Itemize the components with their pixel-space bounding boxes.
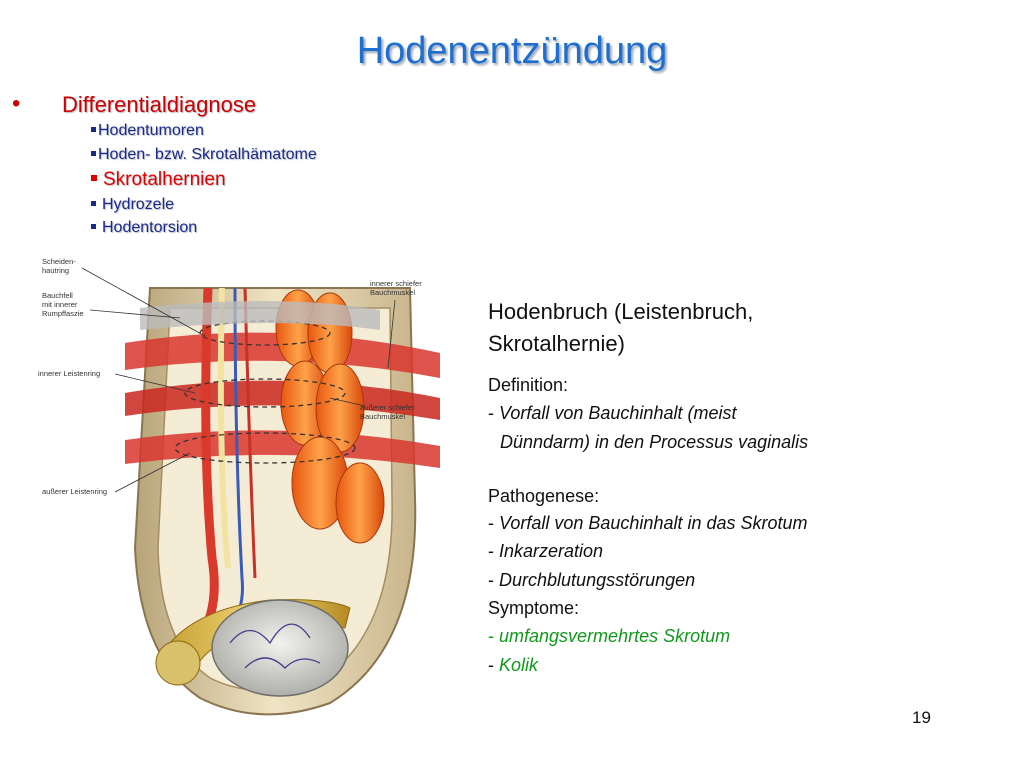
bullet-dot: • <box>12 90 21 117</box>
bullet-heading: Differentialdiagnose <box>62 92 257 117</box>
sub-item-hydrozele: Hydrozele <box>91 196 174 214</box>
epididymis-head <box>156 641 200 685</box>
hernia-heading-line1: Hodenbruch (Leistenbruch, <box>488 299 754 324</box>
symptom-item: - Kolik <box>488 655 539 675</box>
sub-item-haematome: Hoden- bzw. Skrotalhämatome <box>91 146 317 164</box>
testis <box>212 600 348 696</box>
definition-line2: Dünndarm) in den Processus vaginalis <box>500 432 809 452</box>
square-bullet-icon <box>91 224 96 229</box>
label-bauchfell: Bauchfell <box>42 291 73 300</box>
hernia-heading-line2: Skrotalhernie) <box>488 331 625 356</box>
slide-title: Hodenentzündung <box>356 30 668 72</box>
definition-label: Definition: <box>488 375 569 395</box>
pathogenese-item: - Vorfall von Bauchinhalt in das Skrotum <box>488 513 808 533</box>
hernia-anatomy-illustration <box>30 248 440 726</box>
definition-line1: - Vorfall von Bauchinhalt (meist <box>488 403 737 423</box>
label-bauchfell-2: mit innerer <box>42 300 78 309</box>
label-bauchfell-3: Rumpffaszie <box>42 309 84 318</box>
sub-item-hodentumoren: Hodentumoren <box>91 122 204 140</box>
label-aeusserer-schiefer: außerer schiefer <box>360 403 415 412</box>
square-bullet-icon <box>91 151 96 156</box>
label-scheidenhautring-2: hautring <box>42 266 70 275</box>
label-innerer-schiefer: innerer schiefer <box>370 279 422 288</box>
sub-item-skrotalhernien: Skrotalhernien <box>91 169 226 191</box>
pathogenese-label: Pathogenese: <box>488 486 600 506</box>
label-aeusserer-leistenring: außerer Leistenring <box>42 487 108 496</box>
label-innerer-leistenring: innerer Leistenring <box>38 369 101 378</box>
hernia-heading <box>488 296 753 360</box>
square-bullet-icon <box>91 201 96 206</box>
pathogenese-item: - Durchblutungsstörungen <box>488 570 696 590</box>
pathogenese-item: - Inkarzeration <box>488 541 604 561</box>
square-bullet-icon <box>91 127 96 132</box>
label-scheidenhautring: Scheiden- <box>42 257 76 266</box>
label-aeusserer-schiefer-2: Bauchmuskel <box>360 412 406 421</box>
label-innerer-schiefer-2: Bauchmuskel <box>370 288 416 297</box>
sub-item-hodentorsion: Hodentorsion <box>91 219 197 237</box>
page-number: 19 <box>912 708 931 727</box>
symptome-label: Symptome: <box>488 598 580 618</box>
square-bullet-icon <box>91 175 97 181</box>
symptom-item: - umfangsvermehrtes Skrotum <box>488 626 731 646</box>
